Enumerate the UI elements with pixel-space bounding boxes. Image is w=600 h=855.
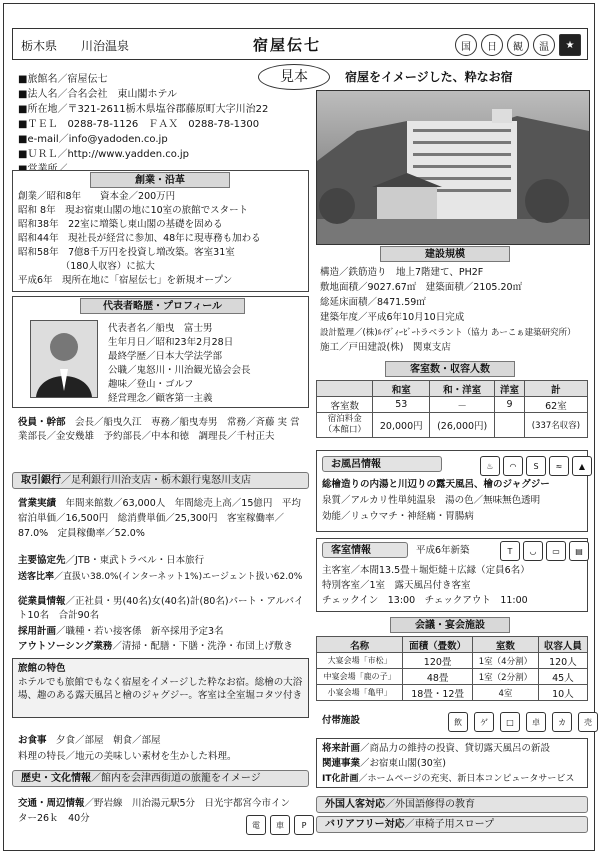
features-text: ホテルでも旅館でもなく宿屋をイメージした粋なお宿。総檜の大浴場、趣のある露天風呂と檜のジャグジー。客室は全室堀コタツ付き <box>18 677 303 701</box>
building-line: 施工／戸田建設(株) 関東支店 <box>320 342 451 353</box>
prefecture: 栃木県 川治温泉 <box>21 39 130 53</box>
room-info-title: 客室情報 <box>322 542 408 558</box>
building-line: 敷地面積／9027.67㎡ 建築面積／2105.20㎡ <box>320 282 523 293</box>
category-icons <box>455 34 581 56</box>
representative-photo <box>30 320 98 398</box>
bath-title: お風呂情報 <box>322 456 442 472</box>
features-title: 旅館の特色 <box>18 663 66 674</box>
history-line: 昭和44年 現社長が経営に参加、48年に現専務も加わる <box>18 233 261 244</box>
room-info-line: チェックイン 13:00 チェックアウト 11:00 <box>322 595 528 606</box>
sauna-icon: S <box>526 456 546 476</box>
open-air-bath-icon: ◠ <box>503 456 523 476</box>
partners: 主要協定先／JTB・東武トラベル・日本旅行 <box>18 555 205 566</box>
future-plan: 将来計画／商品力の維持の投資、貸切露天風呂の新設 <box>322 743 551 754</box>
corp-name: ■法人名／合名会社 東山閣ホテル <box>18 89 177 100</box>
building-photo <box>316 90 590 245</box>
history-line: 平成6年 現所在地に「宿屋伝七」を新規オープン <box>18 275 233 286</box>
lounge-icon: □ <box>500 712 520 732</box>
email[interactable]: ■e-mail／info@yadoden.co.jp <box>18 134 168 145</box>
history-line: 昭和 8年 現お宿東山閣の地に10室の旅館でスタート <box>18 205 249 216</box>
rooms-title: 客室数・収容人数 <box>385 361 515 377</box>
portrait-image <box>31 321 97 397</box>
bed-icon: ▤ <box>569 541 589 561</box>
shop-icon: 売 <box>578 712 598 732</box>
facility-icons <box>448 712 598 732</box>
tagline: 宿屋をイメージした、粋なお宿 <box>345 70 513 84</box>
tel-fax: ■ＴＥＬ 0288-78-1126 ＦＡＸ 0288-78-1300 <box>18 119 260 130</box>
history-line: 昭和38年 22室に増築し東山閣の基礎を固める <box>18 219 223 230</box>
bath-icons <box>480 456 592 476</box>
room-icons <box>500 541 589 561</box>
building-line: 建築年度／平成6年10月10日完成 <box>320 312 465 323</box>
facilities-title: 付帯施設 <box>322 715 361 726</box>
header-bar <box>12 28 588 60</box>
sample-badge: 見本 <box>258 64 330 90</box>
meals-feature: 料理の特長／地元の美味しい素材を生かした料理。 <box>18 751 237 762</box>
access-info: 交通・周辺情報／野岩線 川治湯元駅5分 日光宇都宮今市インター26ｋ 40分 <box>18 798 291 824</box>
business-results: 営業実績 年間来館数／63,000人 年間総売上高／15億円 平均宿泊単価／16,500円 総消費単価／25,300円 客室稼働率／87.0% 定員稼働率／52.0% <box>18 498 301 539</box>
car-icon: 車 <box>270 815 290 835</box>
profile-line: 最終学歴／日本大学法学部 <box>108 351 223 362</box>
bank-row: 取引銀行／足利銀行川治支店・栃木銀行鬼怒川支店 <box>12 472 309 489</box>
staff-info: 従業員情報／正社員・男(40名)女(40名)計(80名)パート・アルバイト10名 合計90名 <box>18 596 304 621</box>
logo: 宿屋伝七 <box>253 36 322 54</box>
profile-line: 経営理念／顧客第一主義 <box>108 393 213 404</box>
profile-line: 公職／鬼怒川・川治観光協会会長 <box>108 365 251 376</box>
kokusai-icon: 国 <box>455 34 477 56</box>
inn-name: ■旅館名／宿屋伝七 <box>18 74 108 85</box>
parking-icon: P <box>294 815 314 835</box>
history-line: 創業／昭和8年 資本金／200万円 <box>18 191 176 202</box>
access-icons <box>246 815 314 835</box>
building-line: 設計監理／(株)ﾙｲﾃﾞｨｰﾋﾞｰﾄラベラント（協力 あーこぁ建築研究所） <box>320 328 576 338</box>
hiring-plan: 採用計画／職種・若い接客係 新卒採用予定3名 <box>18 626 224 637</box>
culture-row: 歴史・文化情報／館内を会津西街道の旅籠をイメージ <box>12 770 309 787</box>
history-line: 昭和58年 7億8千万円を投資し増改築。客室31室 <box>18 247 235 258</box>
building-line: 総延床面積／8471.59㎡ <box>320 297 426 308</box>
outsourcing: アウトソーシング業務／清掃・配膳・下膳・洗浄・布団上げ敷き <box>18 641 293 652</box>
history-line: （180人収容）に拡大 <box>18 261 155 272</box>
bath-room-icon: ◡ <box>523 541 543 561</box>
bath-icon: ♨ <box>480 456 500 476</box>
bath-line: 総檜造りの内湯と川辺りの露天風呂、檜のジャグジー <box>322 479 550 490</box>
bath-line: 効能／リュウマチ・神経痛・胃腸病 <box>322 511 474 522</box>
meals: お食事 夕食／部屋 朝食／部屋 <box>18 735 161 746</box>
onsen-icon: 温 <box>533 34 555 56</box>
history-title: 創業・沿革 <box>90 172 230 188</box>
room-info-line: 特別客室／1室 露天風呂付き客室 <box>322 580 471 591</box>
tv-icon: ▭ <box>546 541 566 561</box>
banquet-table: 名称 面積（畳数） 室数 収容人員 大宴会場「市松」 120畳 1室（4分割） 120人 中宴会場「鹿の子」 48畳 1室（2分割） 45人 小宴会場「亀甲」 18畳・12畳 4室 10人 <box>316 636 588 701</box>
restaurant-icon: 飲 <box>448 712 468 732</box>
table-tennis-icon: 卓 <box>526 712 546 732</box>
family-bath-icon: ▲ <box>572 456 592 476</box>
banquet-title: 会議・宴会施設 <box>390 617 510 633</box>
bath-line: 泉質／アルカリ性単純温泉 湯の色／無味無色透明 <box>322 495 541 506</box>
room-info-line: 主客室／本間13.5畳＋堀炬燵＋広縁（定員6名） <box>322 565 530 576</box>
room-info-note: 平成6年新築 <box>416 545 470 556</box>
profile-line: 生年月日／昭和23年2月28日 <box>108 337 234 348</box>
toilet-icon: T <box>500 541 520 561</box>
nihon-icon: 日 <box>481 34 503 56</box>
barrier-free-row: バリアフリー対応／車椅子用スロープ <box>316 816 588 833</box>
officers: 役員・幹部 会長／船曳久江 専務／船曳寿男 常務／斉藤 実 営業部長／金安幾雄 予約部長／中本和徳 調理長／千村正夫 <box>18 417 300 442</box>
building-title: 建設規模 <box>380 246 510 262</box>
rooms-table: 和室 和・洋室 洋室 計 客室数 53 － 9 62室 宿泊料金 （本館口） 20,000円 (26,000円) (337名収容) <box>316 380 588 438</box>
building-line: 構造／鉄筋造り 地上7階建て、PH2F <box>320 267 484 278</box>
address: ■所在地／〒321-2611栃木県塩谷郡藤原町大字川治22 <box>18 104 269 115</box>
sender-ratio: 送客比率／直扱い38.0%(インターネット1%)エージェント扱い62.0% <box>18 572 303 582</box>
profile-line: 趣味／登山・ゴルフ <box>108 379 194 390</box>
foreign-row: 外国人客対応／外国語修得の教育 <box>316 796 588 813</box>
star-icon: ★ <box>559 34 581 56</box>
profile-title: 代表者略歴・プロフィール <box>80 298 245 314</box>
url[interactable]: ■ＵＲＬ／http://www.yadden.co.jp <box>18 149 190 160</box>
it-plan: IT化計画／ホームページの充実、新日本コンピュータサービス <box>322 774 575 784</box>
profile-line: 代表者名／船曳 富士男 <box>108 323 213 334</box>
karaoke-icon: カ <box>552 712 572 732</box>
hotel-image <box>317 91 589 244</box>
game-icon: ゲ <box>474 712 494 732</box>
kanko-icon: 観 <box>507 34 529 56</box>
train-icon: 電 <box>246 815 266 835</box>
related-business: 関連事業／お宿東山閣(30室) <box>322 758 447 769</box>
jacuzzi-icon: ≈ <box>549 456 569 476</box>
